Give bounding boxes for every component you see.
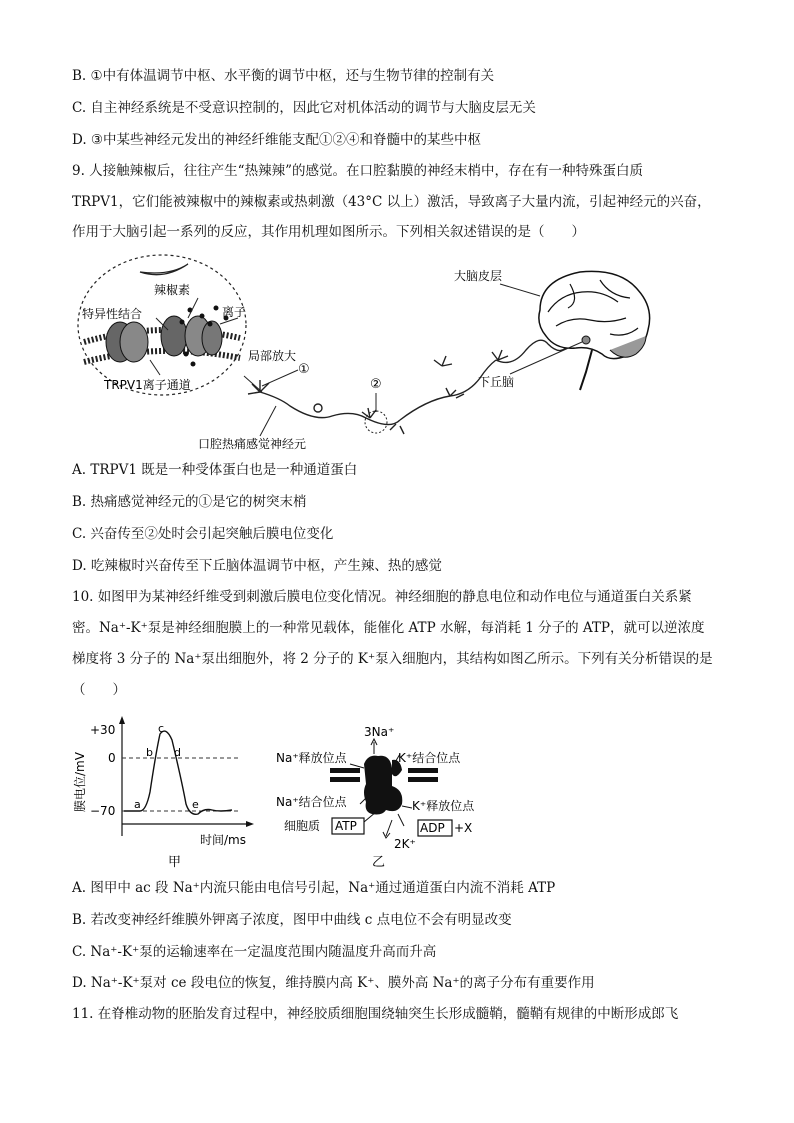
q10-option-a: A. 图甲中 ac 段 Na⁺内流只能由电信号引起，Na⁺通过通道蛋白内流不消耗 ATP (72, 880, 556, 896)
point-a: a (134, 798, 141, 811)
label-ion: 离子 (222, 305, 247, 319)
tick-minus70: −70 (90, 804, 116, 818)
q8-option-b: B. ①中有体温调节中枢、水平衡的调节中枢，还与生物节律的控制有关 (72, 68, 495, 84)
q8-option-c: C. 自主神经系统是不受意识控制的，因此它对机体活动的调节与大脑皮层无关 (72, 100, 536, 116)
point-d: d (174, 746, 181, 759)
q10-option-c: C. Na⁺-K⁺泵的运输速率在一定温度范围内随温度升高而升高 (72, 944, 437, 960)
q9-option-c: C. 兴奋传至②处时会引起突触后膜电位变化 (72, 526, 334, 542)
label-na-binding-site: Na⁺结合位点 (276, 795, 347, 809)
y-axis-label: 膜电位/mV (73, 752, 87, 812)
label-2k: 2K⁺ (394, 837, 416, 851)
caption-yi: 乙 (372, 855, 386, 870)
brain-icon (539, 271, 650, 390)
label-cerebral-cortex: 大脑皮层 (454, 269, 503, 283)
label-cytoplasm: 细胞质 (284, 819, 321, 833)
q9-option-d: D. 吃辣椒时兴奋传至下丘脑体温调节中枢，产生辣、热的感觉 (72, 558, 442, 574)
q10-stem-line-3: 梯度将 3 分子的 Na⁺泵出细胞外，将 2 分子的 K⁺泵入细胞内，其结构如图乙所示。下列有关分析错误的是 (72, 651, 713, 667)
q10-figure-jia (70, 712, 270, 872)
q9-figure (70, 250, 710, 455)
label-site-2: ② (370, 377, 382, 392)
q9-stem-line-3: 作用于大脑引起一系列的反应，其作用机理如图所示。下列相关叙述错误的是（ ） (72, 224, 585, 240)
label-3na: 3Na⁺ (364, 725, 395, 739)
q10-figure-yi (272, 724, 512, 874)
q11-stem-line-1: 11. 在脊椎动物的胚胎发育过程中，神经胶质细胞围绕轴突生长形成髓鞘，髓鞘有规律的中断形成郎飞 (72, 1006, 679, 1022)
label-site-1: ① (298, 362, 310, 377)
q9-option-b: B. 热痛感觉神经元的①是它的树突末梢 (72, 494, 307, 510)
label-k-release-site: K⁺释放位点 (412, 799, 475, 813)
trpv1-channel-left (106, 322, 148, 362)
q9-stem-line-2: TRPV1，它们能被辣椒中的辣椒素或热刺激（43°C 以上）激活，导致离子大量内流，引起神经元的兴奋， (72, 194, 711, 210)
q9-stem-line-1: 9. 人接触辣椒后，往往产生“热辣辣”的感觉。在口腔黏膜的神经末梢中，存在有一种特殊蛋白质 (72, 163, 643, 179)
trpv1-channel-right (202, 321, 222, 355)
label-magnify: 局部放大 (248, 349, 297, 363)
point-b: b (146, 746, 153, 759)
label-capsaicin: 辣椒素 (154, 283, 191, 297)
point-c: c (158, 722, 165, 735)
q10-option-d: D. Na⁺-K⁺泵对 ce 段电位的恢复，维持膜内高 K⁺、膜外高 Na⁺的离子分布有重要作用 (72, 975, 595, 991)
label-specific-binding: 特异性结合 (82, 307, 143, 321)
tick-plus30: +30 (90, 723, 116, 737)
label-trpv1-channel: TRPV1离子通道 (104, 378, 191, 392)
q8-option-d: D. ③中某些神经元发出的神经纤维能支配①②④和脊髓中的某些中枢 (72, 132, 482, 148)
label-k-binding-site: K⁺结合位点 (398, 751, 461, 765)
q9-option-a: A. TRPV1 既是一种受体蛋白也是一种通道蛋白 (72, 462, 358, 478)
x-axis-label: 时间/ms (200, 833, 246, 847)
magnify-ellipse (78, 255, 246, 395)
q10-stem-line-2: 密。Na⁺-K⁺泵是神经细胞膜上的一种常见载体，能催化 ATP 水解，每消耗 1 分子的 ATP，就可以逆浓度 (72, 620, 705, 636)
q10-stem-line-1: 10. 如图甲为某神经纤维受到刺激后膜电位变化情况。神经细胞的静息电位和动作电位与通道蛋白关系紧 (72, 589, 692, 605)
q10-stem-line-4: （ ） (72, 682, 126, 698)
q10-option-b: B. 若改变神经纤维膜外钾离子浓度，图甲中曲线 c 点电位不会有明显改变 (72, 912, 512, 928)
label-x: +X (454, 821, 473, 835)
label-adp: ADP (420, 821, 445, 835)
label-na-release-site: Na⁺释放位点 (276, 751, 347, 765)
caption-jia: 甲 (168, 855, 182, 870)
point-e: e (192, 798, 199, 811)
tick-zero: 0 (108, 751, 116, 765)
label-atp: ATP (335, 819, 357, 833)
label-hypothalamus: 下丘脑 (478, 375, 515, 389)
chili-pepper-icon (140, 264, 188, 275)
label-sensory-neuron: 口腔热痛感觉神经元 (198, 437, 307, 451)
